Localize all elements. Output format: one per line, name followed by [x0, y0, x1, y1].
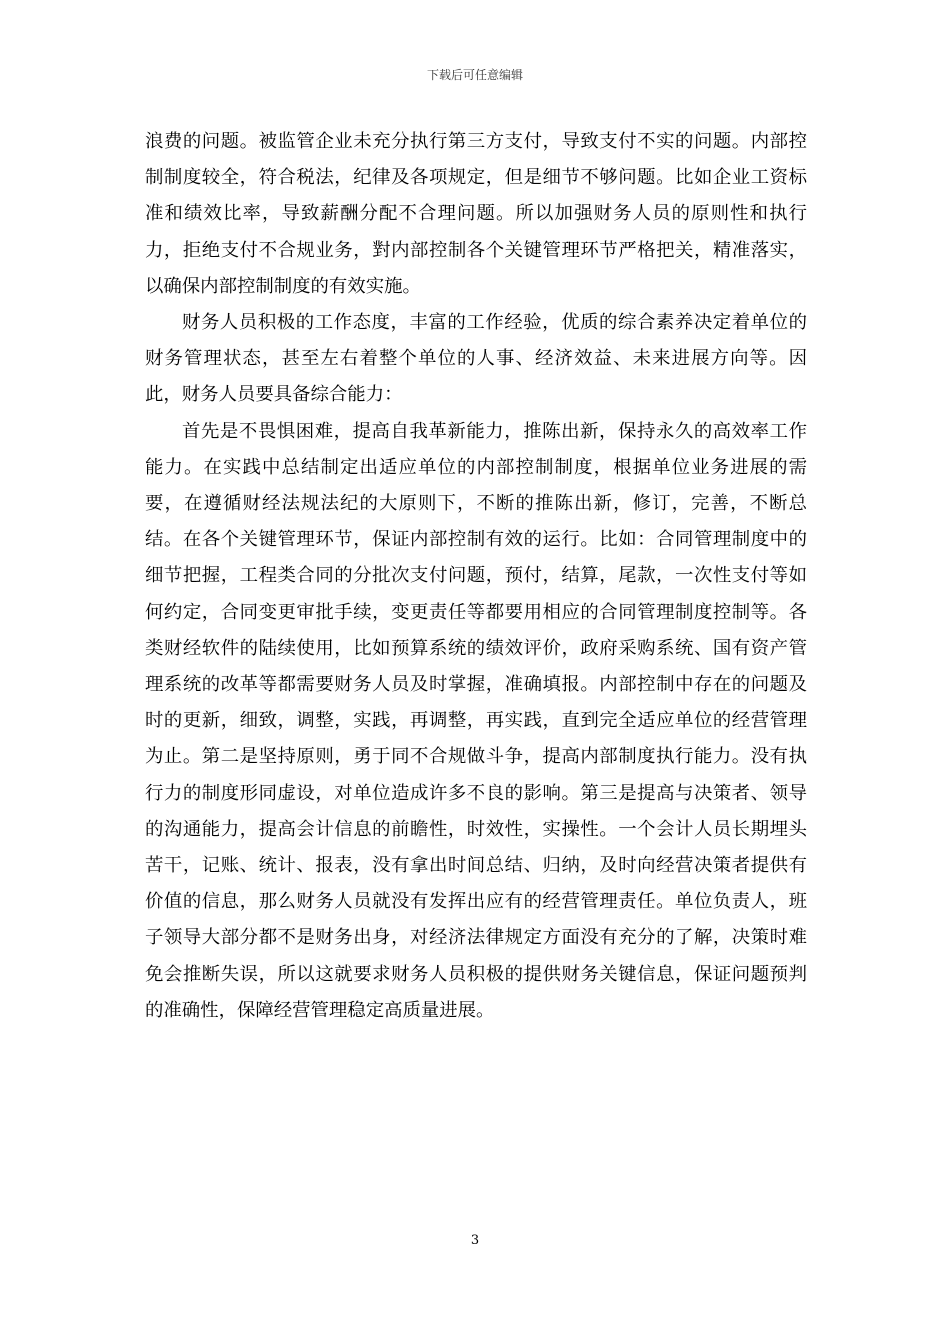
page-header: 下载后可任意编辑 [426, 68, 523, 82]
paragraph-comprehensive-abilities: 首先是不畏惧困难，提高自我革新能力，推陈出新，保持永久的高效率工作能力。在实践中总结制定出适应单位的内部控制制度，根据单位业务进展的需要，在遵循财经法规法纪的大原则下，不断的推陈出新，修订，完善，不断总结。在各个关键管理环节，保证内部控制有效的运行。比如：合同管理制度中的细节把握，工程类合同的分批次支付问题，预付，结算，尾款，一次性支付等如何约定，合同变更审批手续，变更责任等都要用相应的合同管理制度控制等。各类财经软件的陆续使用，比如预算系统的绩效评价，政府采购系统、国有资产管理系统的改革等都需要财务人员及时掌握，准确填报。内部控制中存在的问题及时的更新，细致，调整，实践，再调整，再实践，直到完全适应单位的经营管理为止。第二是坚持原则，勇于同不合规做斗争，提高内部制度执行能力。没有执行力的制度形同虚设，对单位造成许多不良的影响。第三是提高与决策者、领导的沟通能力，提高会计信息的前瞻性，时效性，实操性。一个会计人员长期埋头苦干，记账、统计、报表，没有拿出时间总结、归纳，及时向经营决策者提供有价值的信息，那么财务人员就没有发挥出应有的经营管理责任。单位负责人，班子领导大部分都不是财务出身，对经济法律规定方面没有充分的了解，决策时难免会推断失误，所以这就要求财务人员积极的提供财务关键信息，保证问题预判的准确性，保障经营管理稳定高质量进展。 [145, 420, 807, 1021]
page-number: 3 [470, 1233, 480, 1248]
document-body [145, 124, 807, 1029]
paragraph-financial-staff-attitude: 财务人员积极的工作态度，丰富的工作经验，优质的综合素养决定着单位的财务管理状态，甚至左右着整个单位的人事、经济效益、未来进展方向等。因此，财务人员要具备综合能力： [145, 312, 807, 406]
paragraph-continuation: 浪费的问题。被监管企业未充分执行第三方支付，导致支付不实的问题。内部控制制度较全，符合税法，纪律及各项规定，但是细节不够问题。比如企业工资标准和绩效比率，导致薪酬分配不合理问题。所以加强财务人员的原则性和执行力，拒绝支付不合规业务，對内部控制各个关键管理环节严格把关，精准落实，以确保内部控制制度的有效实施。 [145, 131, 807, 297]
